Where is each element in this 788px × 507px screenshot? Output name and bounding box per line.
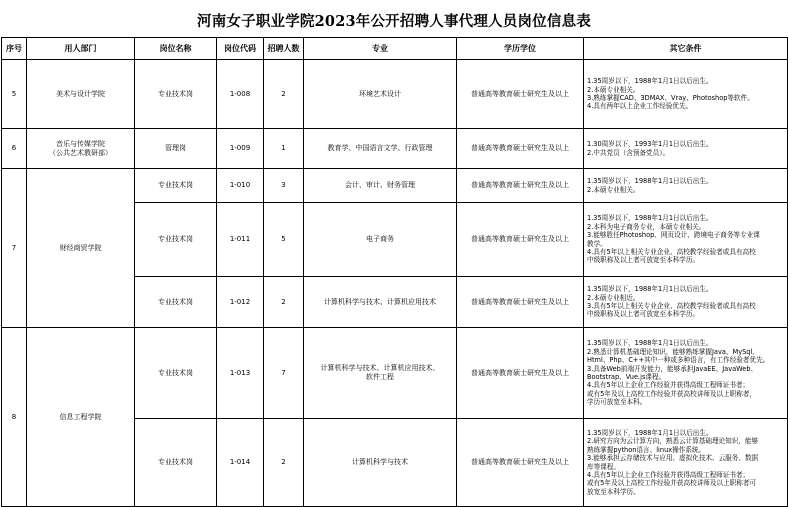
code-cell <box>217 129 264 169</box>
conditions-cell-line: 学历可放宽至本科。 <box>587 398 647 407</box>
conditions-cell-line: 放宽至本科学历。 <box>587 487 640 496</box>
seq-cell <box>2 129 27 169</box>
major-cell <box>304 60 457 129</box>
conditions-cell-line: 2.本科为电子商务专业，本硕专业相关。 <box>587 222 706 231</box>
count-cell <box>264 60 304 129</box>
code-cell <box>217 169 264 203</box>
degree-cell-line: 普通高等教育硕士研究生及以上 <box>471 297 569 306</box>
table-row <box>2 129 788 169</box>
conditions-cell-line: 3.能够承担云存储技术与应用、虚拟化技术、云服务、数据 <box>587 454 759 463</box>
document-title: 河南女子职业学院2023年公开招聘人事代理人员岗位信息表 <box>197 13 591 30</box>
count-cell-line: 3 <box>281 181 286 189</box>
code-cell <box>217 328 264 419</box>
header-major: 专业 <box>304 38 457 60</box>
code-cell-line: 1-014 <box>229 458 251 466</box>
header-degree: 学历学位 <box>457 38 584 60</box>
conditions-cell-line: 1.35周岁以下，1988年1月1日以后出生。 <box>587 339 713 348</box>
position-cell-line: 专业技术岗 <box>158 89 193 98</box>
code-cell <box>217 60 264 129</box>
degree-cell-line: 普通高等教育硕士研究生及以上 <box>471 144 569 152</box>
dept-cell-line: 信息工程学院 <box>59 412 102 421</box>
code-cell-line: 1-010 <box>229 181 251 189</box>
degree-cell <box>457 419 584 507</box>
dept-cell-line: 美术与设计学院 <box>56 89 105 98</box>
seq-cell <box>2 169 27 328</box>
conditions-cell-line: 1.35周岁以下，1988年1月1日以后出生。 <box>587 177 713 186</box>
conditions-cell-line: 1.35周岁以下，1988年1月1日以后出生。 <box>587 428 713 437</box>
header-count: 招聘人数 <box>264 38 304 60</box>
count-cell-line: 1 <box>281 144 286 152</box>
major-cell-line: 教育学、中国语言文学、行政管理 <box>327 144 433 152</box>
position-cell-line: 专业技术岗 <box>158 235 193 243</box>
major-cell <box>304 277 457 328</box>
conditions-cell-line: 3.能够胜任Photoshop、网页设计、跨境电子商务等专业课 <box>587 231 760 240</box>
count-cell <box>264 277 304 328</box>
major-cell <box>304 129 457 169</box>
position-cell <box>135 169 217 203</box>
conditions-cell <box>584 419 788 507</box>
conditions-cell-line: 熟练掌握python语言、linux操作系统。 <box>587 445 706 454</box>
major-cell <box>304 328 457 419</box>
header-conditions: 其它条件 <box>584 38 788 60</box>
dept-cell <box>27 60 135 129</box>
degree-cell-line: 普通高等教育硕士研究生及以上 <box>471 235 569 243</box>
seq-cell-line: 5 <box>11 89 17 98</box>
position-cell <box>135 277 217 328</box>
conditions-cell-line: Html、Php、C++其中一种或多种语言，有工作经验者优先。 <box>587 356 770 365</box>
table-row <box>2 60 788 129</box>
conditions-cell-line: 3.具有5年以上相关专业企业、高校教学经验者或具有高校 <box>587 302 756 310</box>
seq-cell-line: 7 <box>11 243 17 252</box>
dept-cell <box>27 129 135 169</box>
position-cell <box>135 419 217 507</box>
major-cell-line: 计算机科学与技术、计算机应用技术、 <box>320 364 440 372</box>
conditions-cell-line: Bootstrap、Vue.js课程。 <box>587 373 666 381</box>
count-cell-line: 2 <box>281 458 286 466</box>
conditions-cell-line: 1.35周岁以下，1988年1月1日以后出生。 <box>587 77 713 86</box>
conditions-cell <box>584 129 788 169</box>
conditions-cell-line: 中级职称及以上者可放宽至本科学历。 <box>587 256 700 265</box>
conditions-cell-line: 2.中共党员（含预备党员）。 <box>587 148 670 157</box>
conditions-cell-line: 教学。 <box>587 239 607 248</box>
major-cell-line: 计算机科学与技术、计算机应用技术 <box>324 297 436 306</box>
degree-cell <box>457 169 584 203</box>
seq-cell <box>2 60 27 129</box>
degree-cell <box>457 328 584 419</box>
table-row <box>2 328 788 419</box>
major-cell <box>304 203 457 277</box>
dept-cell-line: 财经商贸学院 <box>59 243 102 252</box>
header-row <box>2 38 788 60</box>
position-cell <box>135 60 217 129</box>
seq-cell <box>2 328 27 507</box>
conditions-cell-line: 或有5年及以上高校工作经验并获高校讲师及以上职称者， <box>587 389 757 398</box>
count-cell-line: 7 <box>281 368 286 377</box>
positions-table <box>1 37 788 507</box>
position-cell-line: 专业技术岗 <box>158 181 193 189</box>
position-cell <box>135 129 217 169</box>
major-cell-line: 软件工程 <box>366 373 394 381</box>
conditions-cell <box>584 328 788 419</box>
conditions-cell-line: 4.具有5年以上企业工作经验并获得高级工程师证书者； <box>587 470 750 479</box>
conditions-cell-line: 3.熟练掌握CAD、3DMAX、Vray、Photoshop等软件。 <box>587 94 754 102</box>
count-cell-line: 5 <box>281 235 286 243</box>
table-row <box>2 169 788 203</box>
conditions-cell-line: 2.研究方向为云计算方向，熟悉云计算基础理论知识，能够 <box>587 437 759 446</box>
code-cell-line: 1-009 <box>229 144 251 152</box>
code-cell <box>217 419 264 507</box>
major-cell-line: 会计、审计、财务管理 <box>345 181 415 189</box>
conditions-cell <box>584 169 788 203</box>
code-cell <box>217 203 264 277</box>
degree-cell <box>457 203 584 277</box>
code-cell-line: 1-011 <box>229 235 251 243</box>
position-cell-line: 专业技术岗 <box>158 297 193 306</box>
conditions-cell-line: 2.熟悉计算机基础理论知识，能够熟练掌握Java、MySql、 <box>587 347 759 356</box>
conditions-cell <box>584 203 788 277</box>
dept-cell <box>27 328 135 507</box>
dept-cell-line: 音乐与传媒学院 <box>56 139 105 148</box>
conditions-cell-line: 2.本硕专业相关。 <box>587 85 640 94</box>
header-dept: 用人部门 <box>27 38 135 60</box>
count-cell <box>264 203 304 277</box>
code-cell-line: 1-012 <box>229 297 251 306</box>
count-cell-line: 2 <box>281 89 286 98</box>
code-cell-line: 1-008 <box>229 89 251 98</box>
dept-cell <box>27 169 135 328</box>
conditions-cell-line: 1.35周岁以下，1988年1月1日以后出生。 <box>587 214 713 223</box>
position-cell-line: 专业技术岗 <box>158 368 193 377</box>
conditions-cell-line: 2.本硕专业相近。 <box>587 293 640 302</box>
degree-cell-line: 普通高等教育硕士研究生及以上 <box>471 181 569 189</box>
position-cell-line: 管理岗 <box>165 144 186 152</box>
conditions-cell-line: 4.具有5年以上企业工作经验并获得高级工程师证书者； <box>587 381 750 390</box>
count-cell-line: 2 <box>281 297 286 306</box>
conditions-cell-line: 1.35周岁以下，1988年1月1日以后出生。 <box>587 285 713 294</box>
conditions-cell-line: 库等课程。 <box>587 462 620 471</box>
degree-cell-line: 普通高等教育硕士研究生及以上 <box>471 458 569 466</box>
header-code: 岗位代码 <box>217 38 264 60</box>
seq-cell-line: 8 <box>11 412 17 421</box>
degree-cell <box>457 60 584 129</box>
code-cell <box>217 277 264 328</box>
count-cell <box>264 419 304 507</box>
degree-cell-line: 普通高等教育硕士研究生及以上 <box>471 89 569 98</box>
count-cell <box>264 169 304 203</box>
conditions-cell-line: 或有5年及以上高校工作经验并获高校讲师及以上职称者可 <box>587 479 757 488</box>
degree-cell <box>457 277 584 328</box>
conditions-cell-line: 3.具备Web前端开发能力，能够承担JavaEE、JavaWeb、 <box>587 364 758 373</box>
major-cell-line: 电子商务 <box>366 235 394 243</box>
position-cell <box>135 328 217 419</box>
conditions-cell <box>584 277 788 328</box>
conditions-cell-line: 4.具有5年以上相关专业企业、高校教学经验者或具有高校 <box>587 247 756 256</box>
major-cell <box>304 419 457 507</box>
seq-cell-line: 6 <box>11 144 17 152</box>
degree-cell-line: 普通高等教育硕士研究生及以上 <box>471 368 569 377</box>
major-cell <box>304 169 457 203</box>
major-cell-line: 计算机科学与技术 <box>352 458 408 466</box>
conditions-cell-line: 2.本硕专业相关。 <box>587 185 640 194</box>
dept-cell-line: （公共艺术教研部） <box>49 148 112 157</box>
conditions-cell <box>584 60 788 129</box>
position-cell-line: 专业技术岗 <box>158 458 193 466</box>
conditions-cell-line: 1.30周岁以下，1993年1月1日以后出生。 <box>587 140 713 149</box>
header-position: 岗位名称 <box>135 38 217 60</box>
count-cell <box>264 328 304 419</box>
header-seq: 序号 <box>2 38 27 60</box>
major-cell-line: 环境艺术设计 <box>359 89 401 98</box>
count-cell <box>264 129 304 169</box>
degree-cell <box>457 129 584 169</box>
position-cell <box>135 203 217 277</box>
code-cell-line: 1-013 <box>229 368 251 377</box>
conditions-cell-line: 中级职称及以上者可放宽至本科学历。 <box>587 310 700 319</box>
conditions-cell-line: 4.具有两年以上企业工作经验优先。 <box>587 102 693 111</box>
